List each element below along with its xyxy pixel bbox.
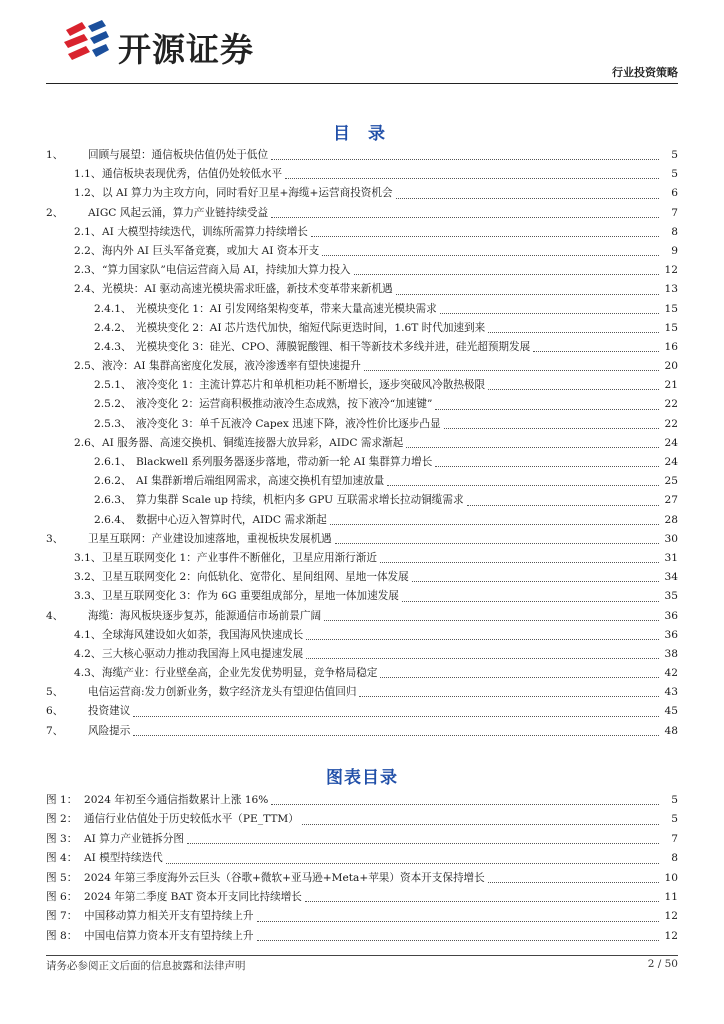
toc-entry[interactable] <box>46 415 678 434</box>
toc-entry[interactable] <box>46 165 678 184</box>
toc-entry-number: 1、 <box>46 149 64 161</box>
toc-entry-leader <box>133 735 659 736</box>
toc-entry-leader <box>435 466 659 467</box>
toc-entry[interactable] <box>46 607 678 626</box>
toc-entry-page: 6 <box>671 187 678 200</box>
toc-entry-label: AI 服务器、高速交换机、铜缆连接器大放异彩，AIDC 需求渐起 <box>102 436 404 449</box>
toc-entry-page: 24 <box>664 456 678 468</box>
toc-entry-label: 卫星互联网变化 3：作为 6G 重要组成部分，星地一体加速发展 <box>102 590 399 603</box>
toc-entry-label: 海缆产业：行业壁垒高，企业先发优势明显，竞争格局稳定 <box>102 667 378 680</box>
figure-entry-page: 5 <box>671 813 678 826</box>
toc-entry-label: 通信板块表现优秀，估值仍处较低水平 <box>102 168 283 181</box>
toc-entry-leader <box>406 447 659 448</box>
toc-entry-number: 2.6、 <box>74 436 102 449</box>
figure-entry-label: 2024 年第三季度海外云巨头（谷歌+微软+亚马逊+Meta+苹果）资本开支保持增长 <box>84 871 485 884</box>
toc-entry-number: 7、 <box>46 724 64 737</box>
toc-entry-number: 3.2、 <box>74 571 102 584</box>
toc-entry-number: 2.3、 <box>74 264 102 277</box>
figure-entry[interactable] <box>46 849 678 868</box>
toc-entry-page: 5 <box>671 149 678 161</box>
toc-entry-label: 电信运营商:发力创新业务，数字经济龙头有望迎估值回归 <box>88 686 357 699</box>
figure-entry-label: 中国电信算力资本开支有望持续上升 <box>84 929 254 942</box>
toc-entry-page: 15 <box>664 321 678 334</box>
toc-entry[interactable] <box>46 568 678 587</box>
footer-disclaimer: 请务必参阅正文后面的信息披露和法律声明 <box>46 960 246 972</box>
toc-entry-number: 2.6.3、 <box>94 494 132 507</box>
figure-entry-number: 图 5： <box>46 871 78 884</box>
figure-entry-page: 12 <box>664 910 678 923</box>
toc-entry[interactable] <box>46 223 678 242</box>
toc-entry[interactable] <box>46 357 678 376</box>
toc-entry-number: 1.1、 <box>74 168 102 181</box>
figure-entry[interactable] <box>46 869 678 888</box>
report-type-tag: 行业投资策略 <box>612 66 678 79</box>
toc-entry-label: 液冷变化 3：单千瓦液冷 Capex 迅速下降，液冷性价比逐步凸显 <box>136 417 441 430</box>
header-divider <box>46 83 678 84</box>
toc-entry-page: 48 <box>664 724 678 737</box>
figure-entry[interactable] <box>46 791 678 810</box>
toc-entry-leader <box>380 562 659 563</box>
toc-entry[interactable] <box>46 280 678 299</box>
toc-entry[interactable] <box>46 319 678 338</box>
toc-entry-number: 2.5.2、 <box>94 398 132 411</box>
figure-entry-page: 8 <box>671 852 678 865</box>
toc-entry-page: 42 <box>664 667 678 680</box>
figure-entry[interactable] <box>46 888 678 907</box>
toc-entry[interactable] <box>46 549 678 568</box>
toc-entry-label: 卫星互联网变化 2：向低轨化、宽带化、星间组网、星地一体发展 <box>102 571 409 584</box>
toc-entry-label: 三大核心驱动力推动我国海上风电提速发展 <box>102 647 304 660</box>
toc-entry-label: 以 AI 算力为主攻方向，同时看好卫星+海缆+运营商投资机会 <box>102 187 393 200</box>
figure-entry-leader <box>271 804 659 805</box>
toc-list <box>46 146 678 741</box>
toc-entry-label: “算力国家队”电信运营商入局 AI，持续加大算力投入 <box>102 264 351 277</box>
toc-entry-page: 28 <box>664 513 678 526</box>
toc-entry-number: 5、 <box>46 686 64 699</box>
toc-entry-number: 2.6.1、 <box>94 456 132 468</box>
toc-entry-number: 2.1、 <box>74 225 102 238</box>
toc-entry-label: 光模块变化 1：AI 引发网络架构变革，带来大量高速光模块需求 <box>136 302 437 315</box>
toc-entry-number: 2、 <box>46 206 64 219</box>
figure-entry-label: 通信行业估值处于历史较低水平（PE_TTM） <box>84 813 299 826</box>
toc-entry-label: 风险提示 <box>88 724 131 737</box>
toc-entry-page: 36 <box>664 628 678 641</box>
toc-entry[interactable] <box>46 530 678 549</box>
toc-entry[interactable] <box>46 376 678 395</box>
toc-entry-leader <box>412 581 659 582</box>
figure-entry-label: AI 算力产业链拆分图 <box>84 832 184 845</box>
figure-entry[interactable] <box>46 810 678 829</box>
toc-entry[interactable] <box>46 472 678 491</box>
toc-entry-label: AI 集群新增后端组网需求，高速交换机有望加速放量 <box>136 475 385 488</box>
toc-entry[interactable] <box>46 261 678 280</box>
toc-entry-page: 35 <box>664 590 678 603</box>
figure-entry-leader <box>302 824 659 825</box>
figure-entry-page: 5 <box>671 794 678 806</box>
toc-entry-leader <box>311 236 659 237</box>
figure-entry-leader <box>166 863 659 864</box>
toc-entry-leader <box>324 620 659 621</box>
figure-entry-page: 10 <box>664 871 678 884</box>
toc-entry-number: 1.2、 <box>74 187 102 200</box>
figure-entry-number: 图 8： <box>46 929 78 942</box>
toc-entry-leader <box>271 159 659 160</box>
toc-entry-page: 13 <box>664 283 678 296</box>
toc-entry[interactable] <box>46 722 678 741</box>
toc-entry-leader <box>488 332 659 333</box>
figure-entry-label: 2024 年初至今通信指数累计上涨 16% <box>84 794 269 806</box>
toc-entry-leader <box>467 505 659 506</box>
toc-entry-page: 24 <box>664 436 678 449</box>
toc-entry[interactable] <box>46 184 678 203</box>
toc-entry-leader <box>396 294 659 295</box>
toc-entry-page: 9 <box>671 244 678 257</box>
toc-entry-page: 7 <box>671 206 678 219</box>
toc-entry-page: 43 <box>664 686 678 699</box>
toc-entry-page: 22 <box>664 417 678 430</box>
toc-entry-leader <box>440 313 659 314</box>
toc-entry-leader <box>444 428 659 429</box>
toc-entry-leader <box>354 274 659 275</box>
figure-list <box>46 791 678 946</box>
toc-entry-leader <box>396 198 659 199</box>
toc-entry-label: 全球海风建设如火如荼，我国海风快速成长 <box>102 628 304 641</box>
toc-entry-page: 5 <box>671 168 678 181</box>
toc-entry-number: 2.4.3、 <box>94 340 132 353</box>
toc-entry-number: 2.2、 <box>74 244 102 257</box>
toc-entry-number: 2.6.4、 <box>94 513 132 526</box>
figure-entry-label: 中国移动算力相关开支有望持续上升 <box>84 910 254 923</box>
toc-entry-number: 4.1、 <box>74 628 102 641</box>
figure-entry-number: 图 4： <box>46 852 78 865</box>
figure-entry-page: 12 <box>664 929 678 942</box>
toc-entry-label: 海缆：海风板块逐步复苏，能源通信市场前景广阔 <box>88 609 322 622</box>
figure-entry-number: 图 7： <box>46 910 78 923</box>
toc-entry-page: 38 <box>664 647 678 660</box>
toc-entry-page: 8 <box>671 225 678 238</box>
toc-entry-number: 2.4、 <box>74 283 102 296</box>
toc-entry[interactable] <box>46 626 678 645</box>
toc-entry-label: 光模块：AI 驱动高速光模块需求旺盛，新技术变革带来新机遇 <box>102 283 393 296</box>
toc-entry-page: 45 <box>664 705 678 718</box>
toc-entry-number: 2.4.2、 <box>94 321 132 334</box>
toc-entry[interactable] <box>46 146 678 165</box>
toc-entry-number: 2.5.1、 <box>94 379 132 392</box>
toc-entry-leader <box>488 389 659 390</box>
figure-entry-number: 图 2： <box>46 813 78 826</box>
toc-entry-label: 卫星互联网：产业建设加速落地，重视板块发展机遇 <box>88 532 332 545</box>
toc-entry-leader <box>330 524 659 525</box>
toc-entry[interactable] <box>46 242 678 261</box>
toc-entry-leader <box>435 409 659 410</box>
figure-entry[interactable] <box>46 907 678 926</box>
toc-entry-leader <box>402 601 659 602</box>
toc-entry[interactable] <box>46 702 678 721</box>
toc-entry[interactable] <box>46 204 678 223</box>
figure-entry[interactable] <box>46 830 678 849</box>
toc-entry-page: 27 <box>664 494 678 507</box>
toc-entry[interactable] <box>46 683 678 702</box>
toc-entry-page: 36 <box>664 609 678 622</box>
toc-entry[interactable] <box>46 453 678 472</box>
toc-entry-number: 3.3、 <box>74 590 102 603</box>
figure-entry-number: 图 3： <box>46 832 78 845</box>
toc-entry-page: 16 <box>664 340 678 353</box>
figure-entry-label: AI 模型持续迭代 <box>84 852 163 865</box>
figure-entry-leader <box>305 901 659 902</box>
toc-entry-page: 30 <box>664 532 678 545</box>
toc-entry-leader <box>364 370 659 371</box>
toc-entry[interactable] <box>46 587 678 606</box>
toc-entry-leader <box>133 716 659 717</box>
toc-entry-leader <box>322 255 659 256</box>
figure-entry-leader <box>257 921 660 922</box>
toc-entry-number: 4.3、 <box>74 667 102 680</box>
toc-entry-number: 6、 <box>46 705 64 718</box>
toc-entry-leader <box>387 485 659 486</box>
toc-entry-label: 数据中心迈入智算时代，AIDC 需求渐起 <box>136 513 327 526</box>
toc-entry-label: AIGC 风起云涌，算力产业链持续受益 <box>88 206 269 219</box>
figure-entry-page: 7 <box>671 832 678 845</box>
toc-entry-label: 回顾与展望：通信板块估值仍处于低位 <box>88 149 269 161</box>
toc-entry-number: 3、 <box>46 532 64 545</box>
toc-entry-label: AI 大模型持续迭代，训练所需算力持续增长 <box>102 225 308 238</box>
toc-entry-page: 34 <box>664 571 678 584</box>
toc-entry-label: 光模块变化 3：硅光、CPO、薄膜铌酸锂、相干等新技术多线并进，硅光超预期发展 <box>136 340 531 353</box>
figure-list-title: 图表目录 <box>326 768 398 788</box>
brand-name: 开源证券 <box>118 30 254 69</box>
figure-entry-leader <box>257 940 660 941</box>
toc-entry-page: 31 <box>664 551 678 564</box>
toc-entry-label: 算力集群 Scale up 持续，机柜内多 GPU 互联需求增长拉动铜缆需求 <box>136 494 464 507</box>
toc-entry-leader <box>380 677 659 678</box>
figure-entry[interactable] <box>46 927 678 946</box>
toc-entry[interactable] <box>46 491 678 510</box>
toc-entry-leader <box>271 217 659 218</box>
toc-entry-page: 22 <box>664 398 678 411</box>
page-header <box>0 0 724 90</box>
toc-entry-page: 20 <box>664 360 678 373</box>
toc-entry[interactable] <box>46 645 678 664</box>
toc-entry-number: 4.2、 <box>74 647 102 660</box>
toc-entry-leader <box>285 178 659 179</box>
toc-entry-leader <box>306 658 659 659</box>
figure-entry-page: 11 <box>664 890 678 903</box>
toc-entry-leader <box>533 351 659 352</box>
figure-entry-leader <box>187 843 659 844</box>
toc-entry-label: 卫星互联网变化 1：产业事件不断催化，卫星应用渐行渐近 <box>102 551 377 564</box>
toc-entry-page: 12 <box>664 264 678 277</box>
toc-entry-number: 2.5.3、 <box>94 417 132 430</box>
toc-entry-label: 投资建议 <box>88 705 131 718</box>
toc-entry-number: 2.5、 <box>74 360 102 373</box>
toc-entry-page: 15 <box>664 302 678 315</box>
figure-entry-number: 图 1： <box>46 794 78 806</box>
toc-entry-leader <box>335 543 659 544</box>
toc-entry-number: 4、 <box>46 609 64 622</box>
toc-entry-page: 25 <box>664 475 678 488</box>
toc-entry-label: 液冷变化 1：主流计算芯片和单机柜功耗不断增长，逐步突破风冷散热极限 <box>136 379 486 392</box>
toc-entry[interactable] <box>46 664 678 683</box>
toc-entry[interactable] <box>46 434 678 453</box>
figure-entry-number: 图 6： <box>46 890 78 903</box>
toc-entry[interactable] <box>46 300 678 319</box>
toc-entry-label: 液冷：AI 集群高密度化发展，液冷渗透率有望快速提升 <box>102 360 361 373</box>
figure-entry-label: 2024 年第二季度 BAT 资本开支同比持续增长 <box>84 890 302 903</box>
brand-logo-icon <box>62 20 110 66</box>
toc-entry-label: Blackwell 系列服务器逐步落地，带动新一轮 AI 集群算力增长 <box>136 456 433 468</box>
toc-entry[interactable] <box>46 395 678 414</box>
toc-entry-leader <box>359 696 659 697</box>
page-number: 2 / 50 <box>647 958 678 970</box>
toc-entry-number: 2.4.1、 <box>94 302 132 315</box>
footer-divider <box>46 955 678 956</box>
toc-entry-number: 2.6.2、 <box>94 475 132 488</box>
figure-entry-leader <box>488 882 659 883</box>
toc-entry-label: 海内外 AI 巨头军备竞赛，或加大 AI 资本开支 <box>102 244 320 257</box>
toc-entry[interactable] <box>46 338 678 357</box>
toc-entry[interactable] <box>46 511 678 530</box>
toc-entry-label: 液冷变化 2：运营商积极推动液冷生态成熟，按下液冷“加速键” <box>136 398 433 411</box>
toc-title: 目 录 <box>333 124 391 144</box>
toc-entry-leader <box>306 639 659 640</box>
toc-entry-number: 3.1、 <box>74 551 102 564</box>
toc-entry-page: 21 <box>664 379 678 392</box>
toc-entry-label: 光模块变化 2：AI 芯片迭代加快，缩短代际更迭时间，1.6T 时代加速到来 <box>136 321 486 334</box>
